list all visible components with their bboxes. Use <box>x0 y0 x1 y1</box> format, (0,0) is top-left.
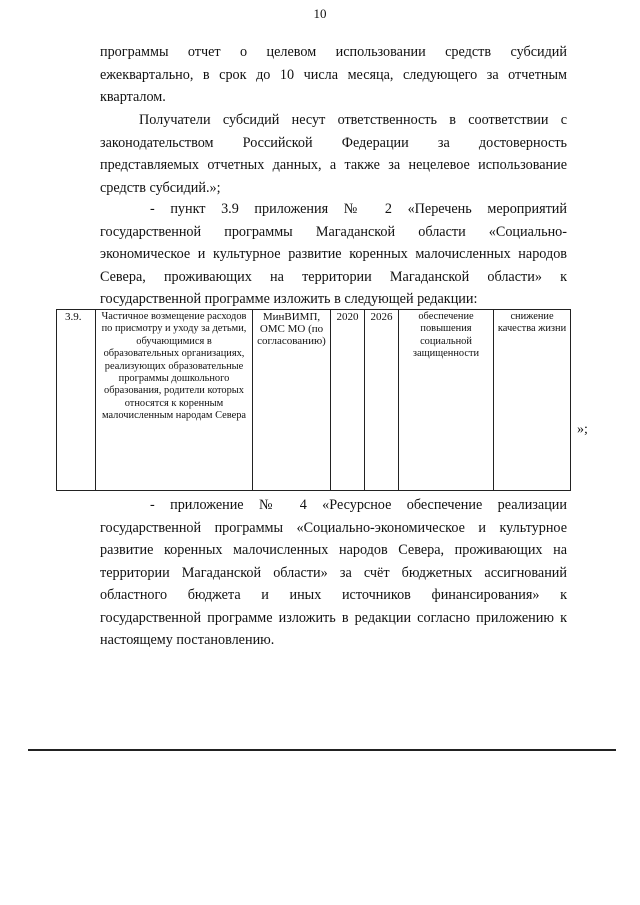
footer-divider <box>28 749 616 751</box>
cell-executor: МинВИМП, ОМС МО (по согласованию) <box>253 310 331 491</box>
cell-risk: снижение качества жизни <box>494 310 571 491</box>
measure-table <box>56 309 571 491</box>
cell-end-year: 2026 <box>365 310 399 491</box>
table-closing-quote: »; <box>577 422 588 437</box>
page-number: 10 <box>313 6 327 21</box>
cell-expected-result: обеспечение повышения социальной защищенности <box>399 310 494 491</box>
cell-item-number: 3.9. <box>57 310 96 491</box>
paragraph-amend-item-3-9: - пункт 3.9 приложения № 2 «Перечень мероприятий государственной программы Магаданской области «Социально-экономическое и культурное развитие коренных малочисленных народов Севера, проживающих на территории Магаданской области» к государственной программе изложить в следующей редакции: <box>100 201 567 307</box>
table-row <box>57 310 571 491</box>
cell-measure-name: Частичное возмещение расходов по присмотру и уходу за детьми, обучающимися в образовательных организациях, реализующих образовательные программы дошкольного образования, родители которых относятся к коренным малочисленным народам Севера <box>96 310 253 491</box>
paragraph-amend-appendix-4: - приложение № 4 «Ресурсное обеспечение реализации государственной программы «Социально-экономическое и культурное развитие коренных малочисленных народов Севера, проживающих на территории Магаданской области» за счёт бюджетных ассигнований областного бюджета и иных источников финансирования» к государственной программе изложить в редакции согласно приложению к настоящему постановлению. <box>100 497 567 648</box>
paragraph-report-deadline: программы отчет о целевом использовании средств субсидий ежеквартально, в срок до 10 числа месяца, следующего за отчетным кварталом. <box>100 44 567 105</box>
paragraph-responsibility: Получатели субсидий несут ответственность в соответствии с законодательством Российской Федерации за достоверность представляемых отчетных данных, а также за нецелевое использование средств субсидий.»; <box>100 112 567 196</box>
cell-start-year: 2020 <box>331 310 365 491</box>
